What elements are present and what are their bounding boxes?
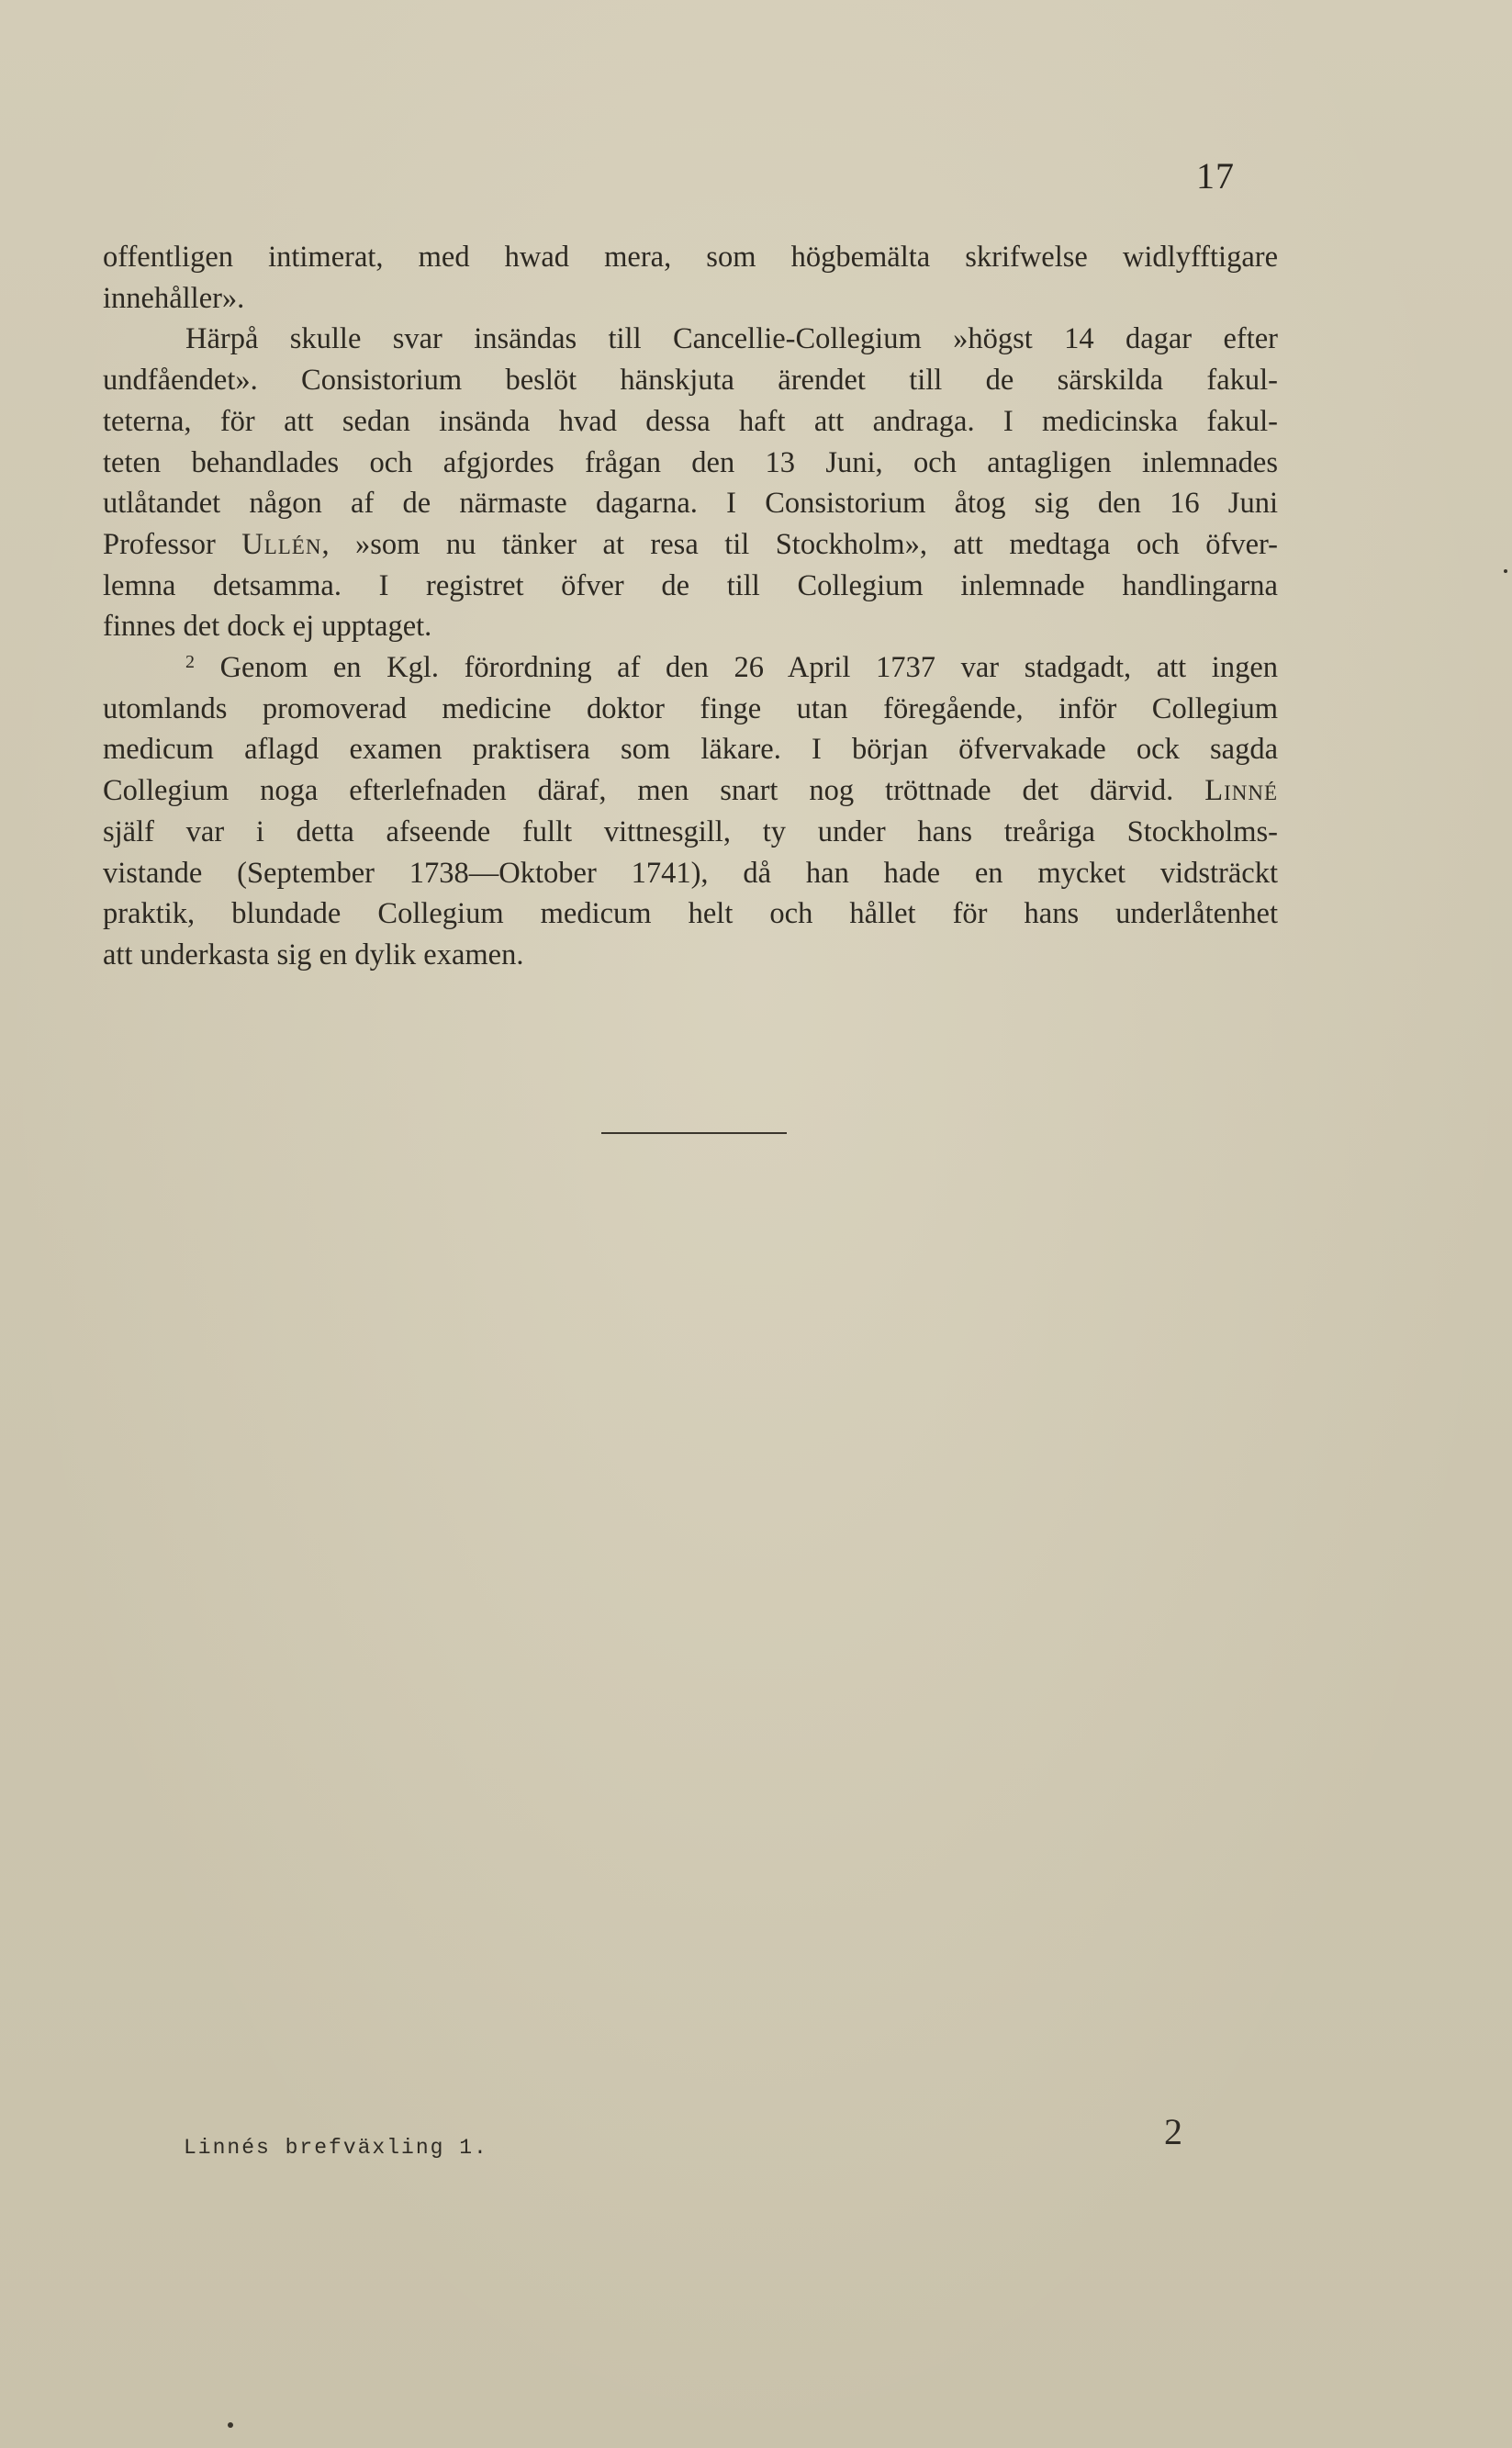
text-line: [103, 770, 1278, 812]
footer-book-title: Linnés brefväxling 1.: [184, 2136, 488, 2160]
text-line: lemna detsamma. I registret öfver de till Collegium inlemnade handlingarna: [103, 568, 1278, 602]
text-line: vistande (September 1738—Oktober 1741), då han hade en mycket vidsträckt: [103, 856, 1278, 890]
text-fragment: Professor: [103, 527, 242, 561]
page-number: 17: [1196, 155, 1235, 197]
ink-speck: [1504, 569, 1507, 573]
text-line: teten behandlades och afgjordes frågan den 13 Juni, och antagligen inlemnades: [103, 445, 1278, 479]
text-line: utlåtandet någon af de närmaste dagarna. I Consistorium åtog sig den 16 Juni: [103, 487, 1278, 521]
text-fragment: , »som nu tänker at resa til Stockholm», att medtaga och öfver-: [321, 527, 1278, 561]
person-name: Ullén: [241, 527, 322, 561]
text-line: innehåller».: [103, 281, 245, 315]
text-line: offentligen intimerat, med hwad mera, som högbemälta skrifwelse widlyfftigare: [103, 241, 1278, 274]
text-line: medicum aflagd examen praktisera som läkare. I början öfvervakade ock sagda: [103, 733, 1278, 767]
signature-mark: 2: [1164, 2111, 1182, 2152]
person-name: Linné: [1204, 774, 1278, 808]
text-line: [103, 524, 1278, 566]
text-fragment: Genom en Kgl. förordning af den 26 April 1737 var stadgadt, att ingen: [195, 651, 1278, 685]
text-line: Härpå skulle svar insändas till Cancellie-Collegium »högst 14 dagar efter: [185, 322, 1278, 356]
body-text: [103, 237, 1278, 976]
text-fragment: Collegium noga efterlefnaden däraf, men snart nog tröttnade det därvid.: [103, 774, 1205, 808]
footnote-line: [103, 647, 1278, 689]
text-line: utomlands promoverad medicine doktor finge utan föregående, inför Collegium: [103, 691, 1278, 725]
text-line: finnes det dock ej upptaget.: [103, 610, 432, 644]
text-line: undfåendet». Consistorium beslöt hänskjuta ärendet till de särskilda fakul-: [103, 364, 1278, 398]
text-line: praktik, blundade Collegium medicum helt och hållet för hans underlåtenhet: [103, 897, 1278, 931]
section-divider: [601, 1132, 787, 1134]
text-line: teterna, för att sedan insända hvad dessa haft att andraga. I medicinska fakul-: [103, 404, 1278, 438]
ink-speck: [228, 2422, 233, 2428]
footnote-marker: 2: [185, 652, 195, 673]
text-line: att underkasta sig en dylik examen.: [103, 938, 524, 971]
text-line: själf var i detta afseende fullt vittnesgill, ty under hans treåriga Stockholms-: [103, 814, 1278, 848]
